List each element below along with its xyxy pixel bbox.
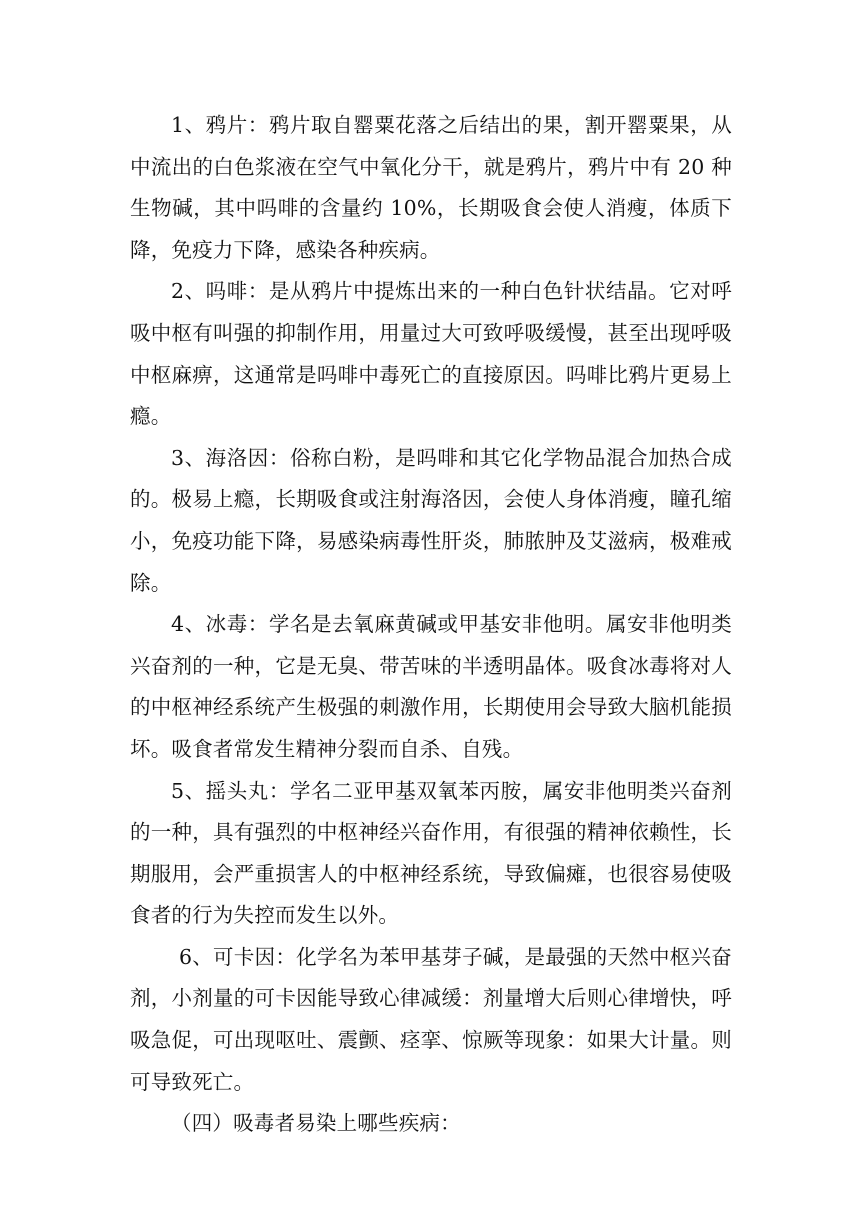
section-heading-diseases: （四）吸毒者易染上哪些疾病： xyxy=(171,1111,461,1136)
paragraph-heroin: 3、海洛因：俗称白粉，是吗啡和其它化学物品混合加热合成的。极易上瘾，长期吸食或注射海洛因，会使人身体消瘦，瞳孔缩小，免疫功能下降，易感染病毒性肝炎，肺脓肿及艾滋病，极难戒除。 xyxy=(130,445,732,595)
paragraph-morphine: 2、吗啡：是从鸦片中提炼出来的一种白色针状结晶。它对呼吸中枢有叫强的抑制作用，用量过大可致呼吸缓慢，甚至出现呼吸中枢麻痹，这通常是吗啡中毒死亡的直接原因。吗啡比鸦片更易上瘾。 xyxy=(130,279,732,429)
paragraph-methamphetamine: 4、冰毒：学名是去氧麻黄碱或甲基安非他明。属安非他明类兴奋剂的一种，它是无臭、带苦味的半透明晶体。吸食冰毒将对人的中枢神经系统产生极强的刺激作用，长期使用会导致大脑机能损坏。吸食者常发生精神分裂而自杀、自残。 xyxy=(130,612,732,761)
paragraph-opium: 1、鸦片：鸦片取自罂粟花落之后结出的果，割开罂粟果，从中流出的白色浆液在空气中氧化分干，就是鸦片，鸦片中有 20 种生物碱，其中吗啡的含量约 10%，长期吸食会使人消瘦，体质下降，免疫力下降，感染各种疾病。 xyxy=(130,113,732,262)
paragraph-ecstasy: 5、摇头丸：学名二亚甲基双氧苯丙胺，属安非他明类兴奋剂的一种，具有强烈的中枢神经兴奋作用，有很强的精神依赖性，长期服用，会严重损害人的中枢神经系统，导致偏瘫，也很容易使吸食者的行为失控而发生以外。 xyxy=(130,778,732,928)
paragraph-cocaine: 6、可卡因：化学名为苯甲基芽子碱，是最强的天然中枢兴奋剂，小剂量的可卡因能导致心律减缓：剂量增大后则心律增快，呼吸急促，可出现呕吐、震颤、痉挛、惊厥等现象：如果大计量。则可导致死亡。 xyxy=(130,944,732,1094)
